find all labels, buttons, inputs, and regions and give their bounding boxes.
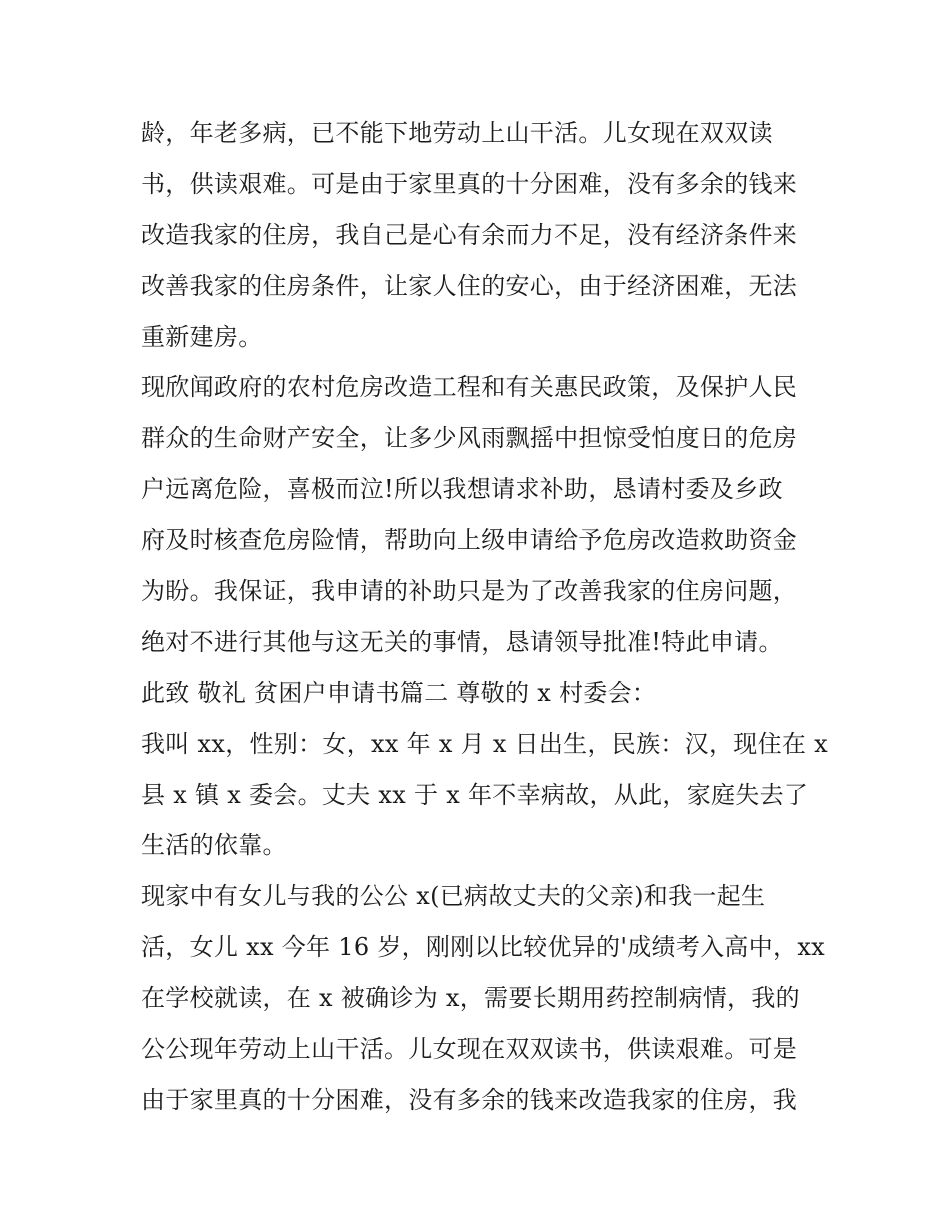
text-line: 活，女儿 xx 今年 16 岁，刚刚以比较优异的'成绩考入高中，xx [141,933,825,962]
text-line: 府及时核查危房险情，帮助向上级申请给予危房改造救助资金 [141,526,798,555]
text-line: 改造我家的住房，我自己是心有余而力不足，没有经济条件来 [141,220,798,249]
text-line: 龄，年老多病，已不能下地劳动上山干活。儿女现在双双读 [141,119,773,147]
text-line: 改善我家的住房条件，让家人住的安心，由于经济困难，无法 [141,271,798,300]
text-line: 绝对不进行其他与这无关的事情，恳请领导批准!特此申请。 [141,627,783,656]
text-line: 此致 敬礼 贫困户申请书篇二 尊敬的 x 村委会： [141,678,657,707]
text-line: 现家中有女儿与我的公公 x(已病故丈夫的父亲)和我一起生 [141,882,766,911]
text-line: 书，供读艰难。可是由于家里真的十分困难，没有多余的钱来 [141,169,798,198]
text-line: 群众的生命财产安全，让多少风雨飘摇中担惊受怕度日的危房 [141,424,798,453]
text-line: 重新建房。 [141,322,263,351]
text-line: 户远离危险，喜极而泣!所以我想请求补助，恳请村委及乡政 [141,475,783,504]
text-line: 我叫 xx，性别：女，xx 年 x 月 x 日出生，民族：汉，现住在 x [141,729,828,758]
text-line: 在学校就读，在 x 被确诊为 x，需要长期用药控制病情，我的 [141,984,800,1013]
text-line: 生活的依靠。 [141,831,287,860]
text-line: 县 x 镇 x 委会。丈夫 xx 于 x 年不幸病故，从此，家庭失去了 [141,780,809,809]
text-line: 由于家里真的十分困难，没有多余的钱来改造我家的住房，我 [141,1085,798,1114]
text-line: 公公现年劳动上山干活。儿女现在双双读书，供读艰难。可是 [141,1035,798,1064]
document-body [141,108,828,1126]
text-line: 为盼。我保证，我申请的补助只是为了改善我家的住房问题， [141,577,798,606]
text-line: 现欣闻政府的农村危房改造工程和有关惠民政策，及保护人民 [141,373,798,402]
